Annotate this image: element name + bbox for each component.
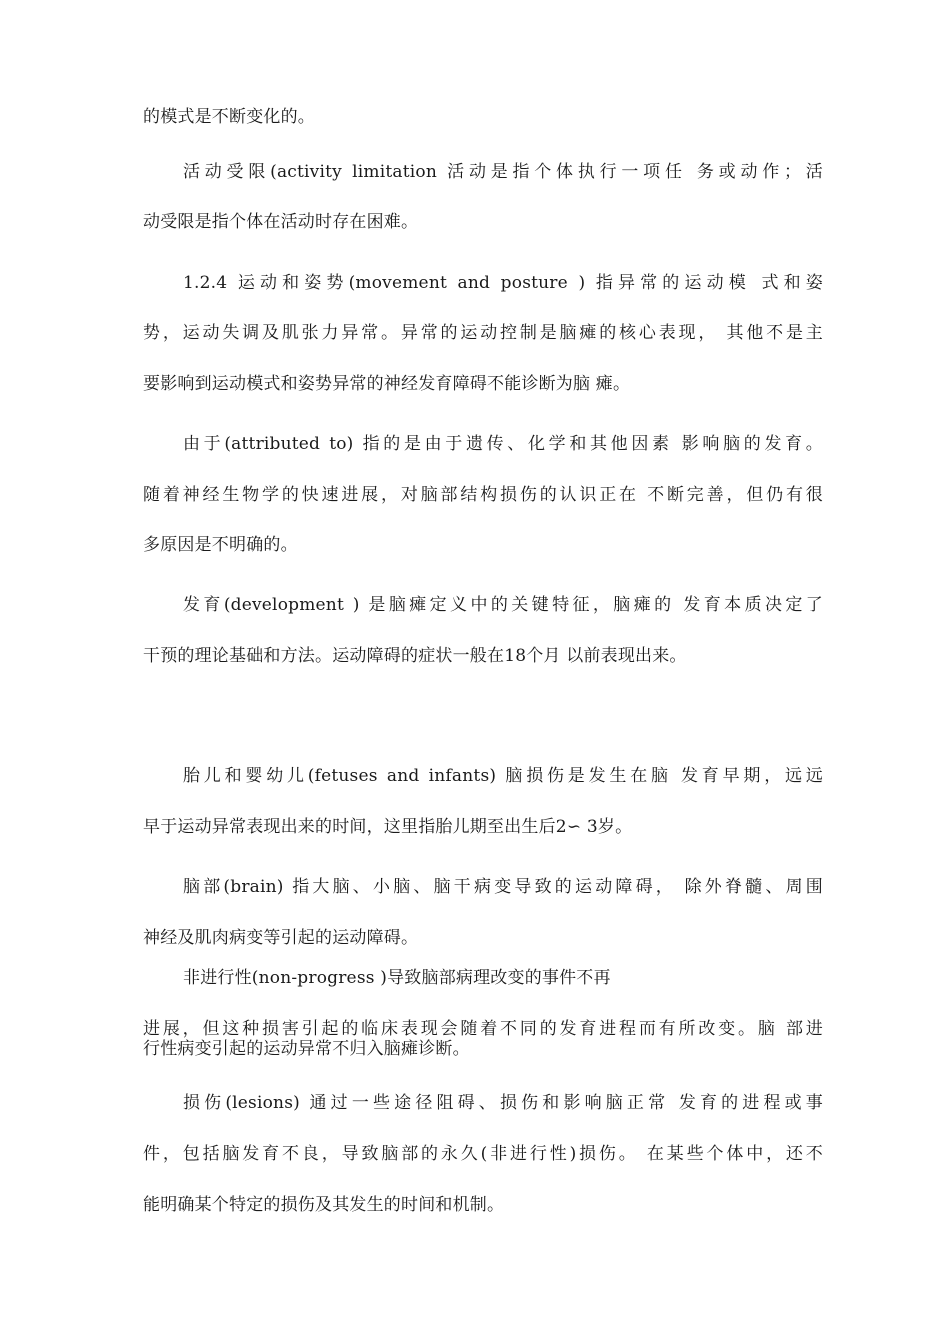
paragraph-line: 脑部(brain) 指大脑、小脑、脑干病变导致的运动障碍， 除外脊髓、周围 <box>183 877 823 897</box>
paragraph-line: 势，运动失调及肌张力异常。异常的运动控制是脑瘫的核心表现， 其他不是主 <box>143 323 823 343</box>
paragraph-line: 胎儿和婴幼儿(fetuses and infants) 脑损伤是发生在脑 发育早期，远远 <box>183 766 823 786</box>
paragraph-line: 随着神经生物学的快速进展，对脑部结构损伤的认识正在 不断完善，但仍有很 <box>143 485 823 505</box>
paragraph-line: 早于运动异常表现出来的时间，这里指胎儿期至出生后2∽ 3岁。 <box>143 817 633 837</box>
paragraph-line: 神经及肌肉病变等引起的运动障碍。 <box>143 928 419 948</box>
paragraph-line: 多原因是不明确的。 <box>143 535 298 555</box>
paragraph-line: 件，包括脑发育不良，导致脑部的永久(非进行性)损伤。 在某些个体中，还不 <box>143 1144 823 1164</box>
paragraph-line: 要影响到运动模式和姿势异常的神经发育障碍不能诊断为脑 瘫。 <box>143 374 631 394</box>
paragraph-line: 损伤(lesions) 通过一些途径阻碍、损伤和影响脑正常 发育的进程或事 <box>183 1093 823 1113</box>
paragraph-line: 行性病变引起的运动异常不归入脑瘫诊断。 <box>143 1039 470 1059</box>
paragraph-line: 的模式是不断变化的。 <box>143 107 315 127</box>
paragraph-line: 非进行性(non-progress )导致脑部病理改变的事件不再 <box>183 968 611 988</box>
paragraph-line: 进展，但这种损害引起的临床表现会随着不同的发育进程而有所改变。脑 部进 <box>143 1019 823 1039</box>
paragraph-line: 发育(development ) 是脑瘫定义中的关键特征，脑瘫的 发育本质决定了 <box>183 595 823 615</box>
paragraph-line: 动受限是指个体在活动时存在困难。 <box>143 212 419 232</box>
paragraph-line: 能明确某个特定的损伤及其发生的时间和机制。 <box>143 1195 505 1215</box>
paragraph-line: 干预的理论基础和方法。运动障碍的症状一般在18个月 以前表现出来。 <box>143 646 687 666</box>
paragraph-line: 由于(attributed to) 指的是由于遗传、化学和其他因素 影响脑的发育。 <box>183 434 823 454</box>
paragraph-line: 1.2.4 运动和姿势(movement and posture ) 指异常的运动模 式和姿 <box>183 273 823 293</box>
paragraph-line: 活动受限(activity limitation 活动是指个体执行一项任 务或动作；活 <box>183 162 823 182</box>
